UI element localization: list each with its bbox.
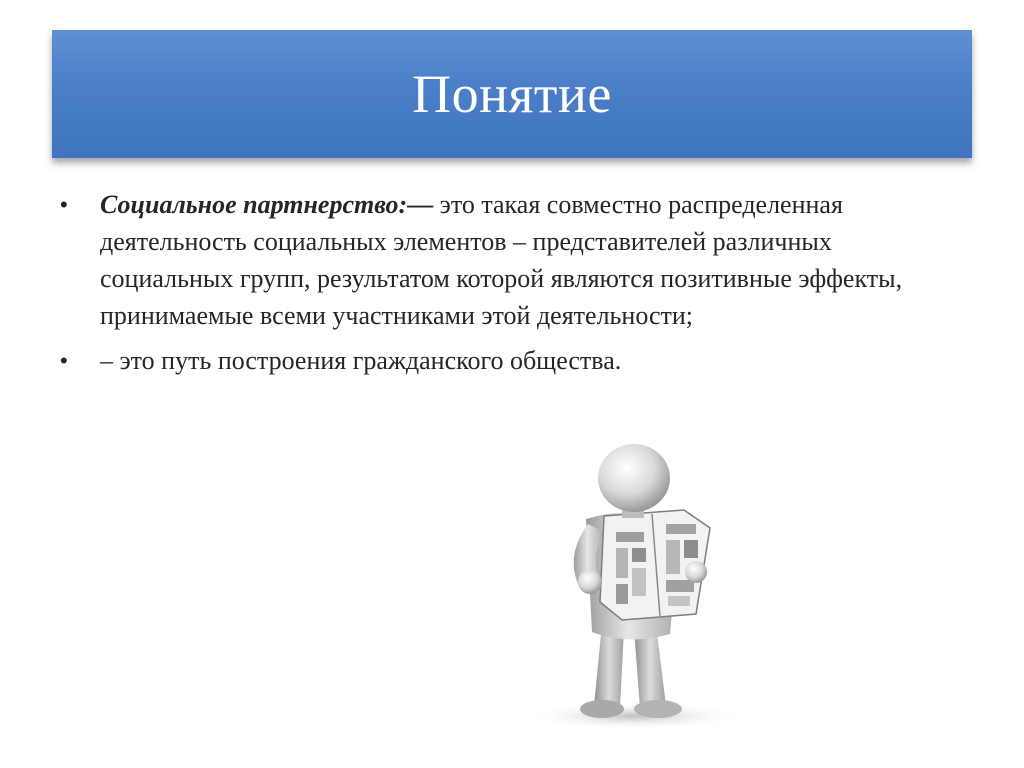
title-bar — [52, 30, 972, 158]
bullet-marker: • — [60, 192, 68, 217]
person-reading-newspaper-icon — [474, 424, 794, 744]
slide-body — [60, 186, 960, 387]
bullet-item-civil-society — [60, 342, 960, 379]
bullet-marker: • — [60, 348, 68, 373]
definition-term: Социальное партнерство: — [100, 190, 408, 219]
slide-title: Понятие — [412, 64, 612, 124]
bullet-item-definition — [60, 186, 960, 334]
bullet-text — [100, 186, 960, 334]
definition-dash: — — [407, 190, 434, 219]
definition-text: это такая совместно распределенная деятельность социальных элементов – представителей различных социальных групп, результатом которой являются позитивные эффекты, принимаемые всеми участниками этой деятельности; — [100, 190, 903, 330]
bullet-text: – это путь построения гражданского общества. — [100, 346, 622, 375]
